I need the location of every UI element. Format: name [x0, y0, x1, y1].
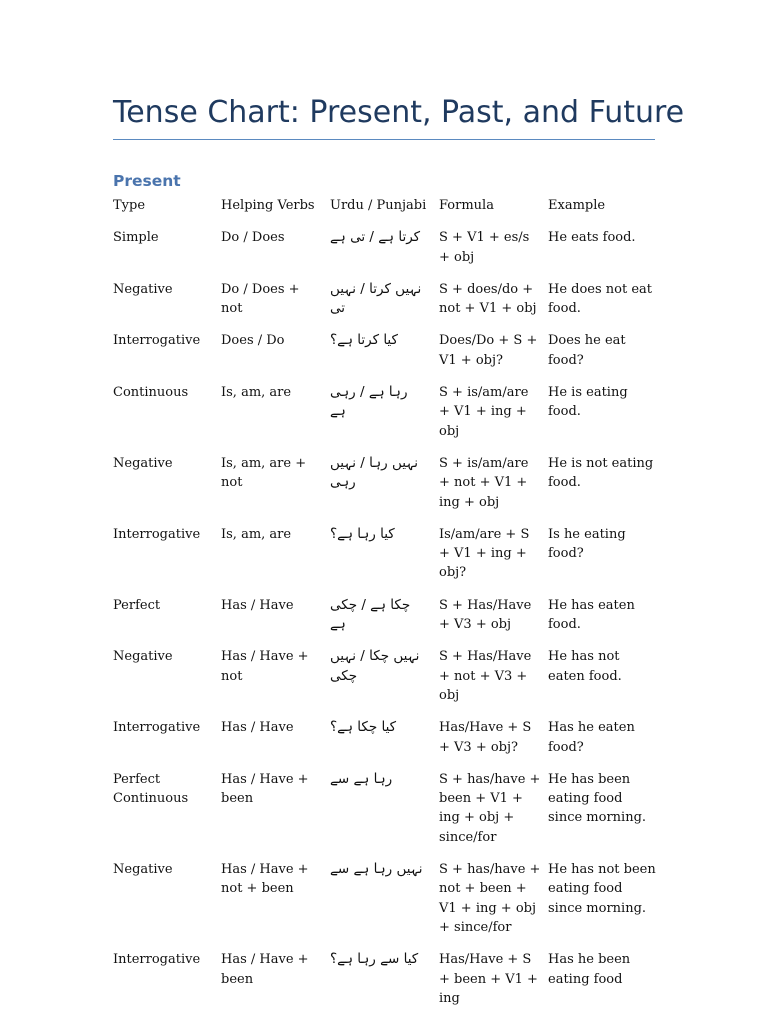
cell-example: Has he been eating food — [548, 952, 631, 987]
cell-example: He eats food. — [548, 230, 636, 246]
table-row — [113, 525, 658, 596]
cell-urdu-punjabi: رہا ہے سے — [330, 770, 393, 787]
cell-urdu-punjabi: رہا ہے / رہی ہے — [330, 384, 408, 420]
cell-helping-verbs: Is, am, are — [221, 526, 292, 542]
table-row — [113, 383, 658, 454]
table-body — [113, 228, 658, 1021]
cell-example: He has been eating food since morning. — [548, 771, 647, 826]
table-row — [113, 596, 658, 648]
cell-urdu-punjabi: کیا کرتا ہے؟ — [330, 332, 398, 349]
cell-example: He has eaten food. — [548, 597, 635, 633]
cell-urdu-punjabi: کرتا ہے / تی ہے — [330, 229, 421, 246]
cell-formula: S + Has/Have + V3 + obj — [439, 597, 532, 633]
header-formula: Formula — [439, 198, 494, 213]
cell-formula: S + has/have + been + V1 + ing + obj + since/for — [439, 771, 541, 845]
cell-formula: S + V1 + es/s + obj — [439, 230, 530, 265]
table-row — [113, 228, 658, 280]
cell-example: He is eating food. — [548, 385, 628, 420]
table-row — [113, 718, 658, 770]
cell-example: He is not eating food. — [548, 455, 654, 491]
cell-type: Interrogative — [113, 720, 201, 736]
document-title: Tense Chart: Present, Past, and Future — [113, 95, 685, 130]
cell-type: Negative — [113, 455, 173, 471]
cell-urdu-punjabi: چکا ہے / چکی ہے — [330, 596, 411, 633]
cell-helping-verbs: Has / Have + been — [221, 952, 309, 987]
header-type: Type — [113, 198, 146, 213]
cell-helping-verbs: Has / Have + not — [221, 649, 309, 684]
cell-type: Continuous — [113, 385, 189, 401]
cell-formula: Has/Have + S + V3 + obj? — [439, 720, 532, 755]
cell-formula: S + is/am/are + V1 + ing + obj — [439, 385, 529, 439]
cell-example: He has not eaten food. — [548, 649, 622, 684]
cell-helping-verbs: Has / Have + been — [221, 771, 309, 807]
cell-type: Perfect — [113, 597, 161, 613]
header-urdu-punjabi: Urdu / Punjabi — [330, 198, 427, 213]
cell-type: Perfect Continuous — [113, 771, 189, 807]
cell-helping-verbs: Has / Have — [221, 720, 294, 736]
cell-type: Interrogative — [113, 333, 201, 349]
cell-helping-verbs: Is, am, are + not — [221, 455, 307, 491]
cell-urdu-punjabi: نہیں رہا / نہیں رہی — [330, 454, 419, 491]
cell-urdu-punjabi: کیا چکا ہے؟ — [330, 719, 397, 736]
cell-helping-verbs: Has / Have — [221, 597, 294, 613]
table-row — [113, 280, 658, 332]
header-example: Example — [548, 198, 606, 213]
cell-helping-verbs: Does / Do — [221, 333, 285, 349]
cell-type: Interrogative — [113, 526, 201, 542]
cell-type: Simple — [113, 230, 159, 246]
header-helping-verbs: Helping Verbs — [221, 198, 315, 213]
cell-helping-verbs: Do / Does — [221, 230, 285, 246]
cell-helping-verbs: Is, am, are — [221, 385, 292, 401]
cell-helping-verbs: Has / Have + not + been — [221, 862, 309, 897]
section-heading-present: Present — [113, 172, 181, 190]
cell-type: Negative — [113, 649, 173, 665]
cell-urdu-punjabi: کیا رہا ہے؟ — [330, 525, 395, 542]
cell-example: He has not been eating food since morning. — [548, 862, 656, 916]
cell-example: Is he eating food? — [548, 526, 626, 562]
table-row — [113, 331, 658, 383]
table-row — [113, 770, 658, 860]
cell-urdu-punjabi: نہیں رہا ہے سے — [330, 861, 423, 878]
table-row — [113, 454, 658, 525]
tense-table — [113, 196, 658, 1021]
cell-urdu-punjabi: نہیں کرتا / نہیں تی — [330, 280, 422, 317]
cell-formula: S + is/am/are + not + V1 + ing + obj — [439, 455, 529, 510]
table-row — [113, 647, 658, 718]
cell-formula: Is/am/are + S + V1 + ing + obj? — [439, 526, 530, 581]
cell-formula: Has/Have + S + been + V1 + ing — [439, 952, 538, 1006]
table-row — [113, 950, 658, 1021]
table-header-row — [113, 196, 658, 228]
cell-formula: S + does/do + not + V1 + obj — [439, 281, 537, 317]
cell-example: He does not eat food. — [548, 281, 653, 317]
cell-helping-verbs: Do / Does + not — [221, 281, 300, 317]
cell-example: Has he eaten food? — [548, 720, 635, 755]
cell-example: Does he eat food? — [548, 333, 626, 368]
cell-formula: Does/Do + S + V1 + obj? — [439, 333, 538, 368]
cell-formula: S + has/have + not + been + V1 + ing + obj + since/for — [439, 862, 541, 935]
cell-type: Interrogative — [113, 952, 201, 968]
cell-type: Negative — [113, 281, 173, 297]
title-underline — [113, 139, 655, 140]
cell-urdu-punjabi: کیا سے رہا ہے؟ — [330, 951, 419, 968]
cell-urdu-punjabi: نہیں چکا / نہیں چکی — [330, 648, 420, 684]
cell-type: Negative — [113, 862, 173, 878]
cell-formula: S + Has/Have + not + V3 + obj — [439, 649, 532, 703]
table-row — [113, 860, 658, 950]
